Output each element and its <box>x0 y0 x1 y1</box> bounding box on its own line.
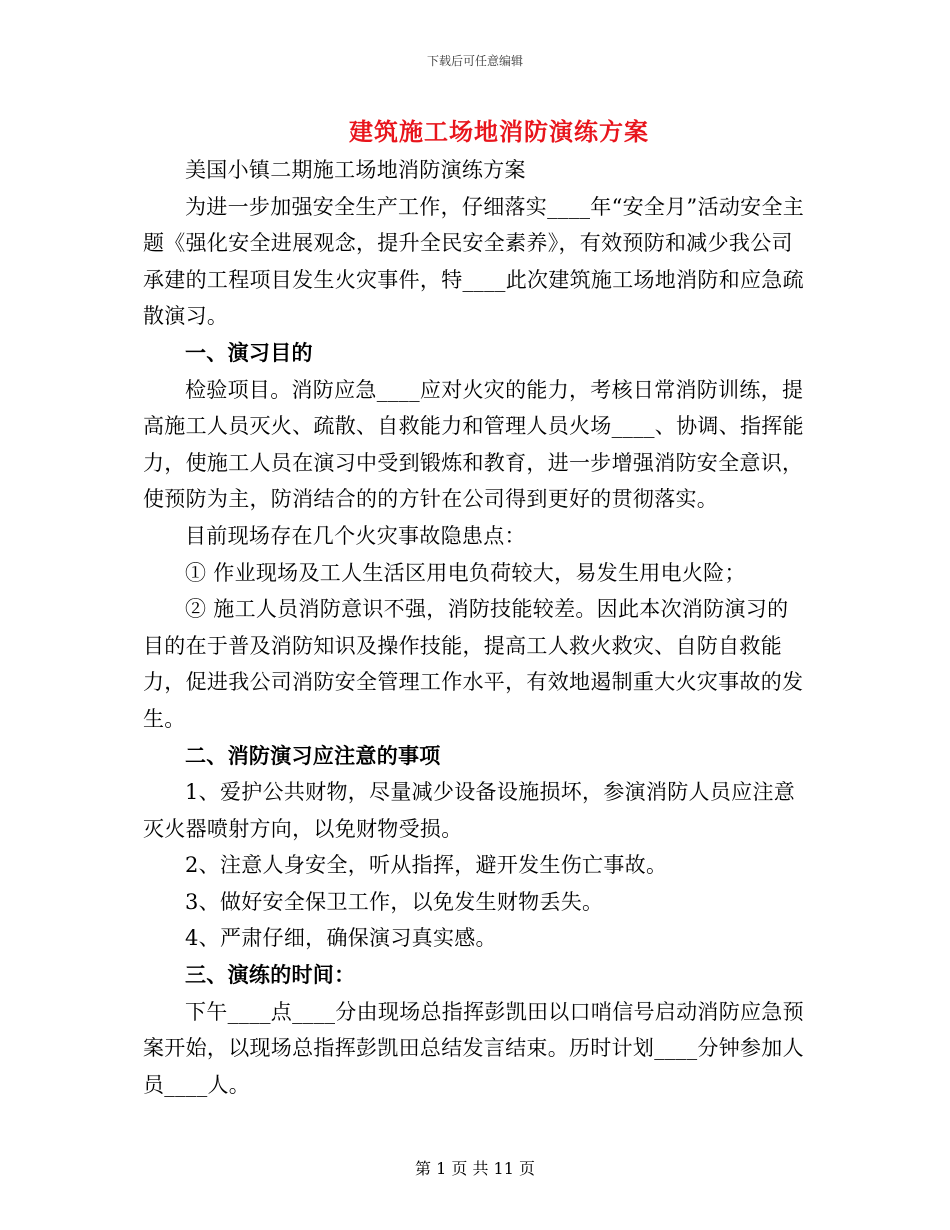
paragraph-purpose: 检验项目。消防应急____应对火灾的能力，考核日常消防训练，提高施工人员灭火、疏散、自救能力和管理人员火场____、协调、指挥能力，使施工人员在演习中受到锻炼和教育，进一步增强消防安全意识，使预防为主，防消结合的的方针在公司得到更好的贯彻落实。 <box>143 377 804 512</box>
paragraph-note-4: 4、严肃仔细，确保演习真实感。 <box>185 926 497 951</box>
document-body <box>143 152 808 1103</box>
section-heading-purpose: 一、演习目的 <box>185 339 313 365</box>
page-header-note: 下载后可任意编辑 <box>426 54 523 68</box>
paragraph-hazard-2: ② 施工人员消防意识不强，消防技能较差。因此本次消防演习的目的在于普及消防知识及操作技能，提高工人救火救灾、自防自救能力，促进我公司消防安全管理工作水平，有效地遏制重大火灾事故的发生。 <box>143 597 804 731</box>
paragraph-subtitle: 美国小镇二期施工场地消防演练方案 <box>185 158 526 182</box>
document-title: 建筑施工场地消防演练方案 <box>349 117 649 146</box>
paragraph-hazard-1: ① 作业现场及工人生活区用电负荷较大，易发生用电火险； <box>185 560 746 585</box>
paragraph-hazards-intro: 目前现场存在几个火灾事故隐患点： <box>185 523 526 548</box>
paragraph-intro: 为进一步加强安全生产工作，仔细落实____年“安全月”活动安全主题《强化安全进展观念，提升全民安全素养》，有效预防和减少我公司承建的工程项目发生火灾事件，特____此次建筑施工场地消防和应急疏散演习。 <box>143 194 805 329</box>
paragraph-note-1: 1、爱护公共财物，尽量减少设备设施损坏，参演消防人员应注意灭火器喷射方向，以免财物受损。 <box>143 780 796 841</box>
paragraph-time: 下午____点____分由现场总指挥彭凯田以口哨信号启动消防应急预案开始，以现场总指挥彭凯田总结发言结束。历时计划____分钟参加人员____人。 <box>143 999 804 1097</box>
section-heading-time: 三、演练的时间： <box>185 962 356 988</box>
page-number: 第 1 页 共 11 页 <box>415 1159 535 1178</box>
paragraph-note-2: 2、注意人身安全，听从指挥，避开发生伤亡事故。 <box>185 853 668 878</box>
paragraph-note-3: 3、做好安全保卫工作，以免发生财物丢失。 <box>185 889 604 914</box>
section-heading-notes: 二、消防演习应注意的事项 <box>185 742 441 768</box>
